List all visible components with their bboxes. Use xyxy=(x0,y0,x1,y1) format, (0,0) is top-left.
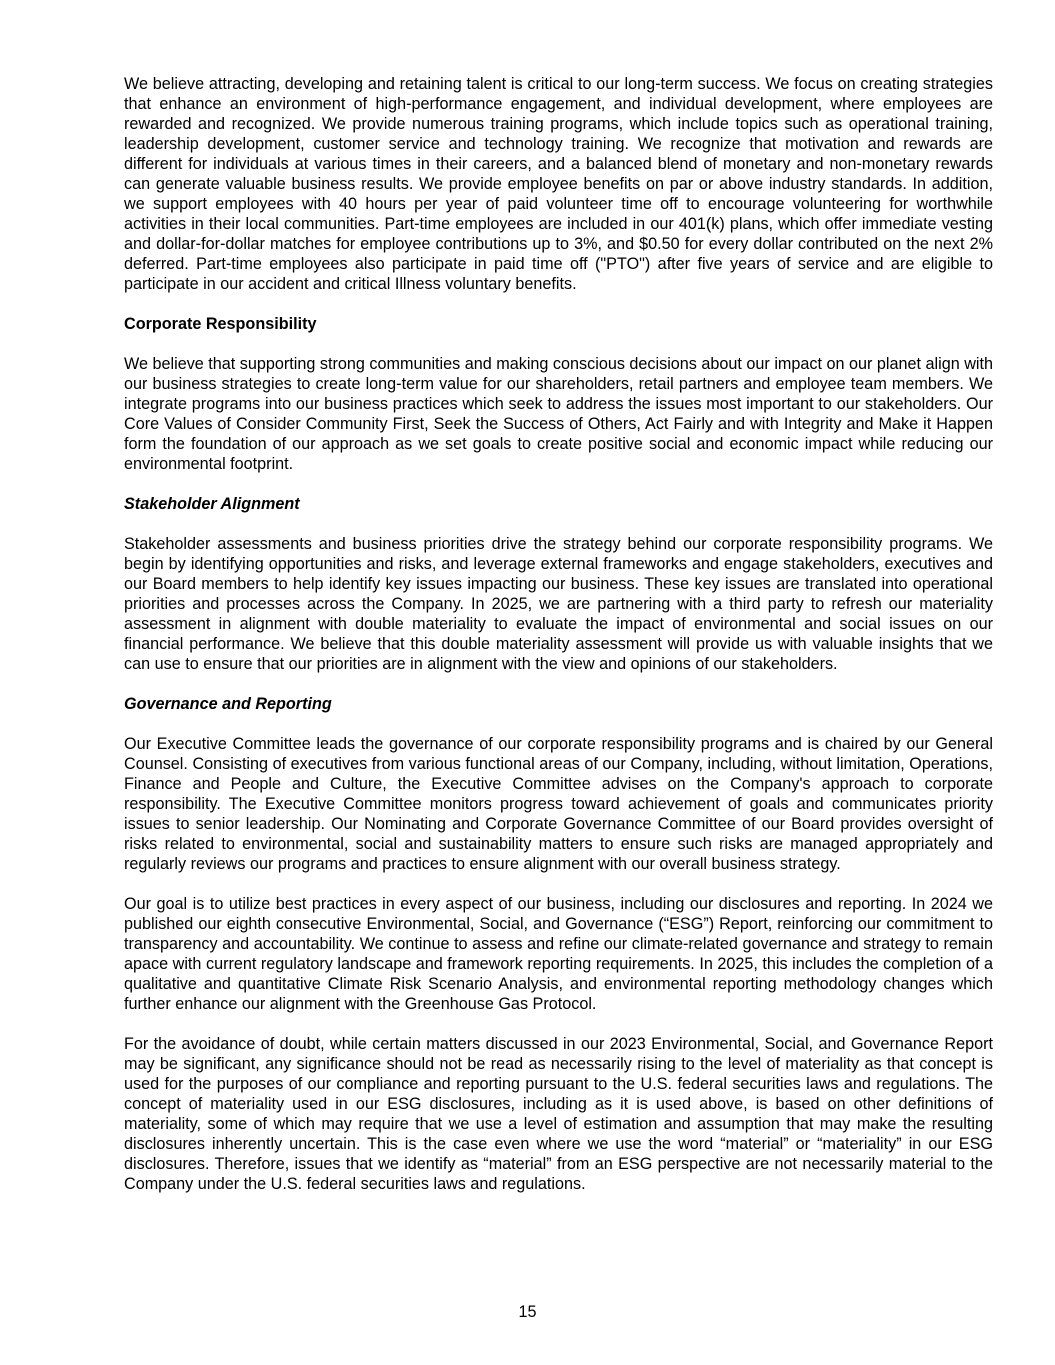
corporate-responsibility-heading: Corporate Responsibility xyxy=(124,315,317,333)
document-page xyxy=(124,74,993,1194)
governance-paragraph-2: Our goal is to utilize best practices in every aspect of our business, including our disclosures and reporting. In 2024 we published our eighth consecutive Environmental, Social, and Governance (“ESG”) Report, reinforcing our commitment to transparency and accountability. We continue to assess and refine our climate-related governance and strategy to remain apace with current regulatory landscape and framework reporting requirements. In 2025, this includes the completion of a qualitative and quantitative Climate Risk Scenario Analysis, and environmental reporting methodology changes which further enhance our alignment with the Greenhouse Gas Protocol. xyxy=(124,895,993,1013)
governance-paragraph-1: Our Executive Committee leads the governance of our corporate responsibility programs and is chaired by our General Counsel. Consisting of executives from various functional areas of our Company, including, without limitation, Operations, Finance and People and Culture, the Executive Committee advises on the Company's approach to corporate responsibility. The Executive Committee monitors progress toward achievement of goals and communicates priority issues to senior leadership. Our Nominating and Corporate Governance Committee of our Board provides oversight of risks related to environmental, social and sustainability matters to ensure such risks are managed appropriately and regularly reviews our programs and practices to ensure alignment with our overall business strategy. xyxy=(124,735,993,873)
governance-paragraph-3: For the avoidance of doubt, while certain matters discussed in our 2023 Environmental, Social, and Governance Report may be significant, any significance should not be read as necessarily rising to the level of materiality as that concept is used for the purposes of our compliance and reporting pursuant to the U.S. federal securities laws and regulations. The concept of materiality used in our ESG disclosures, including as it is used above, is based on other definitions of materiality, some of which may require that we use a level of estimation and assumption that may make the resulting disclosures inherently uncertain. This is the case even where we use the word “material” or “materiality” in our ESG disclosures. Therefore, issues that we identify as “material” from an ESG perspective are not necessarily material to the Company under the U.S. federal securities laws and regulations. xyxy=(124,1035,993,1193)
page-number: 15 xyxy=(518,1303,537,1321)
corporate-responsibility-paragraph: We believe that supporting strong communities and making conscious decisions about our impact on our planet align with our business strategies to create long-term value for our shareholders, retail partners and employee team members. We integrate programs into our business practices which seek to address the issues most important to our stakeholders. Our Core Values of Consider Community First, Seek the Success of Others, Act Fairly and with Integrity and Make it Happen form the foundation of our approach as we set goals to create positive social and economic impact while reducing our environmental footprint. xyxy=(124,355,993,473)
stakeholder-alignment-heading: Stakeholder Alignment xyxy=(124,495,300,513)
governance-reporting-heading: Governance and Reporting xyxy=(124,695,332,713)
talent-paragraph: We believe attracting, developing and retaining talent is critical to our long-term success. We focus on creating strategies that enhance an environment of high-performance engagement, and individual development, where employees are rewarded and recognized. We provide numerous training programs, which include topics such as operational training, leadership development, customer service and technology training. We recognize that motivation and rewards are different for individuals at various times in their careers, and a balanced blend of monetary and non-monetary rewards can generate valuable business results. We provide employee benefits on par or above industry standards. In addition, we support employees with 40 hours per year of paid volunteer time off to encourage volunteering for worthwhile activities in their local communities. Part-time employees are included in our 401(k) plans, which offer immediate vesting and dollar-for-dollar matches for employee contributions up to 3%, and $0.50 for every dollar contributed on the next 2% deferred. Part-time employees also participate in paid time off ("PTO") after five years of service and are eligible to participate in our accident and critical Illness voluntary benefits. xyxy=(124,75,993,293)
stakeholder-alignment-paragraph: Stakeholder assessments and business priorities drive the strategy behind our corporate responsibility programs. We begin by identifying opportunities and risks, and leverage external frameworks and engage stakeholders, executives and our Board members to help identify key issues impacting our business. These key issues are translated into operational priorities and processes across the Company. In 2025, we are partnering with a third party to refresh our materiality assessment in alignment with double materiality to evaluate the impact of environmental and social issues on our financial performance. We believe that this double materiality assessment will provide us with valuable insights that we can use to ensure that our priorities are in alignment with the view and opinions of our stakeholders. xyxy=(124,535,993,673)
